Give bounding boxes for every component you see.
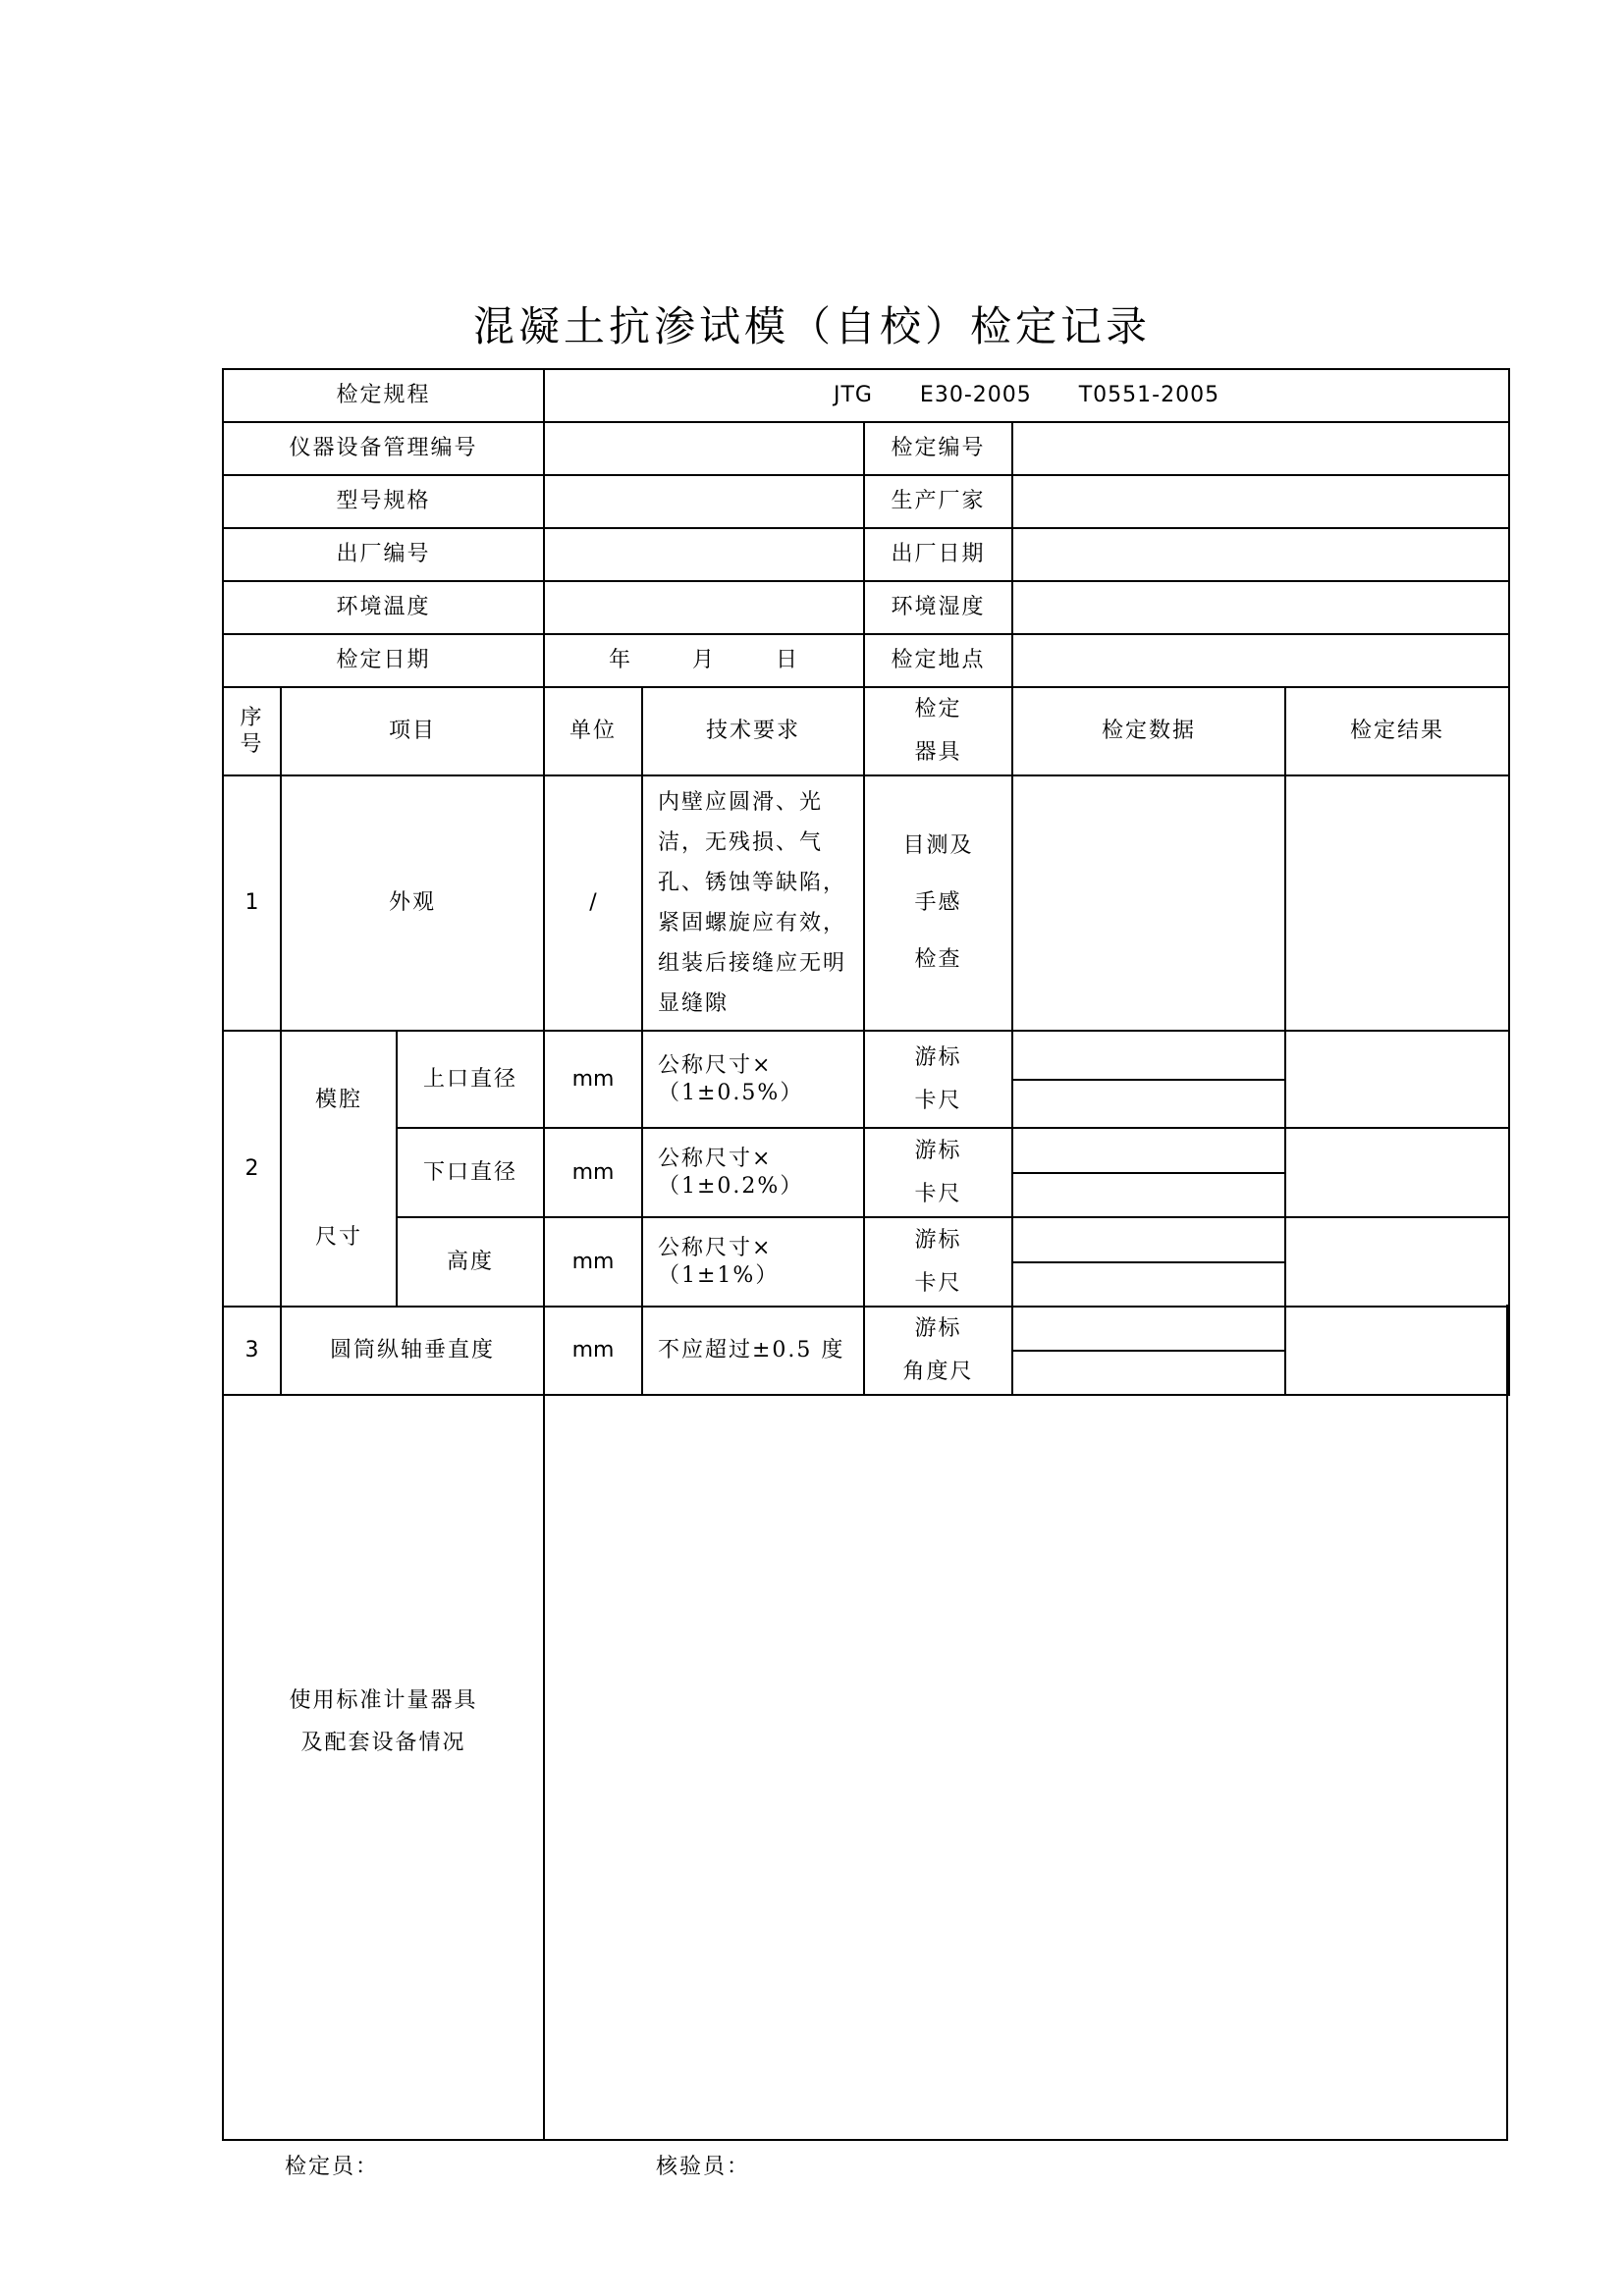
row-tool: 游标 卡尺 bbox=[864, 1031, 1012, 1128]
regulation-label: 检定规程 bbox=[223, 369, 544, 422]
row-tool: 游标 角度尺 bbox=[864, 1307, 1012, 1395]
row-requirement: 内壁应圆滑、光洁，无残损、气孔、锈蚀等缺陷，紧固螺旋应有效，组装后接缝应无明显缝隙 bbox=[642, 775, 864, 1031]
row-sub-item: 上口直径 bbox=[397, 1031, 544, 1128]
manufacturer-label: 生产厂家 bbox=[864, 475, 1012, 528]
row-sub-item: 下口直径 bbox=[397, 1128, 544, 1217]
location-label: 检定地点 bbox=[864, 634, 1012, 687]
row-tool: 游标 卡尺 bbox=[864, 1217, 1012, 1307]
row-seq: 2 bbox=[223, 1031, 281, 1307]
row-requirement: 不应超过±0.5 度 bbox=[642, 1307, 864, 1395]
col-header-data: 检定数据 bbox=[1012, 687, 1285, 775]
verification-no-field[interactable] bbox=[1012, 422, 1509, 475]
table-row bbox=[223, 1217, 1509, 1307]
row-result-field[interactable] bbox=[1285, 1128, 1509, 1217]
page-title: 混凝土抗渗试模（自校）检定记录 bbox=[472, 302, 1151, 350]
serial-no-label: 出厂编号 bbox=[223, 528, 544, 581]
standards-section bbox=[222, 1305, 1508, 2141]
manufacture-date-label: 出厂日期 bbox=[864, 528, 1012, 581]
equipment-id-label: 仪器设备管理编号 bbox=[223, 422, 544, 475]
data-line[interactable] bbox=[1013, 1263, 1284, 1307]
row-sub-item: 高度 bbox=[397, 1217, 544, 1307]
row-data-field[interactable] bbox=[1012, 1217, 1285, 1307]
row-data-field[interactable] bbox=[1012, 1031, 1285, 1128]
data-line[interactable] bbox=[1013, 1032, 1284, 1081]
col-header-result: 检定结果 bbox=[1285, 687, 1509, 775]
row-unit: mm bbox=[544, 1128, 642, 1217]
verification-table bbox=[222, 368, 1510, 1396]
row-result-field[interactable] bbox=[1285, 1217, 1509, 1307]
table-row bbox=[223, 775, 1509, 1031]
row-seq: 1 bbox=[223, 775, 281, 1031]
standards-label: 使用标准计量器具 及配套设备情况 bbox=[224, 1305, 545, 2139]
row-requirement: 公称尺寸×（1±1%） bbox=[642, 1217, 864, 1307]
data-line[interactable] bbox=[1013, 1081, 1284, 1128]
row-unit: mm bbox=[544, 1307, 642, 1395]
row-unit: / bbox=[544, 775, 642, 1031]
row-group-label: 模腔 尺寸 bbox=[281, 1031, 397, 1307]
env-humidity-field[interactable] bbox=[1012, 581, 1509, 634]
col-header-item: 项目 bbox=[281, 687, 544, 775]
row-item: 圆筒纵轴垂直度 bbox=[281, 1307, 544, 1395]
col-header-tool: 检定 器具 bbox=[864, 687, 1012, 775]
location-field[interactable] bbox=[1012, 634, 1509, 687]
serial-no-field[interactable] bbox=[544, 528, 864, 581]
row-data-field[interactable] bbox=[1012, 775, 1285, 1031]
date-month: 月 bbox=[691, 648, 716, 673]
model-label: 型号规格 bbox=[223, 475, 544, 528]
equipment-id-field[interactable] bbox=[544, 422, 864, 475]
row-item: 外观 bbox=[281, 775, 544, 1031]
manufacturer-field[interactable] bbox=[1012, 475, 1509, 528]
table-row bbox=[223, 1031, 1509, 1128]
env-temp-label: 环境温度 bbox=[223, 581, 544, 634]
table-row bbox=[223, 1128, 1509, 1217]
row-requirement: 公称尺寸×（1±0.2%） bbox=[642, 1128, 864, 1217]
col-header-unit: 单位 bbox=[544, 687, 642, 775]
verification-date-field[interactable] bbox=[544, 634, 864, 687]
standards-field[interactable] bbox=[545, 1305, 1506, 2139]
date-day: 日 bbox=[776, 648, 800, 673]
row-tool: 游标 卡尺 bbox=[864, 1128, 1012, 1217]
env-temp-field[interactable] bbox=[544, 581, 864, 634]
verification-no-label: 检定编号 bbox=[864, 422, 1012, 475]
env-humidity-label: 环境湿度 bbox=[864, 581, 1012, 634]
data-line[interactable] bbox=[1013, 1218, 1284, 1263]
col-header-seq: 序 号 bbox=[223, 687, 281, 775]
inspector-label: 检定员： bbox=[285, 2155, 380, 2179]
data-line[interactable] bbox=[1013, 1129, 1284, 1174]
verification-date-label: 检定日期 bbox=[223, 634, 544, 687]
reviewer-label: 核验员： bbox=[656, 2155, 751, 2179]
row-unit: mm bbox=[544, 1217, 642, 1307]
row-result-field[interactable] bbox=[1285, 1031, 1509, 1128]
manufacture-date-field[interactable] bbox=[1012, 528, 1509, 581]
date-year: 年 bbox=[608, 648, 632, 673]
data-line[interactable] bbox=[1013, 1174, 1284, 1217]
col-header-requirement: 技术要求 bbox=[642, 687, 864, 775]
row-tool: 目测及 手感 检查 bbox=[864, 775, 1012, 1031]
regulation-value: JTG E30-2005 T0551-2005 bbox=[544, 369, 1509, 422]
row-data-field[interactable] bbox=[1012, 1128, 1285, 1217]
row-result-field[interactable] bbox=[1285, 775, 1509, 1031]
row-requirement: 公称尺寸×（1±0.5%） bbox=[642, 1031, 864, 1128]
model-field[interactable] bbox=[544, 475, 864, 528]
row-unit: mm bbox=[544, 1031, 642, 1128]
row-seq: 3 bbox=[223, 1307, 281, 1395]
